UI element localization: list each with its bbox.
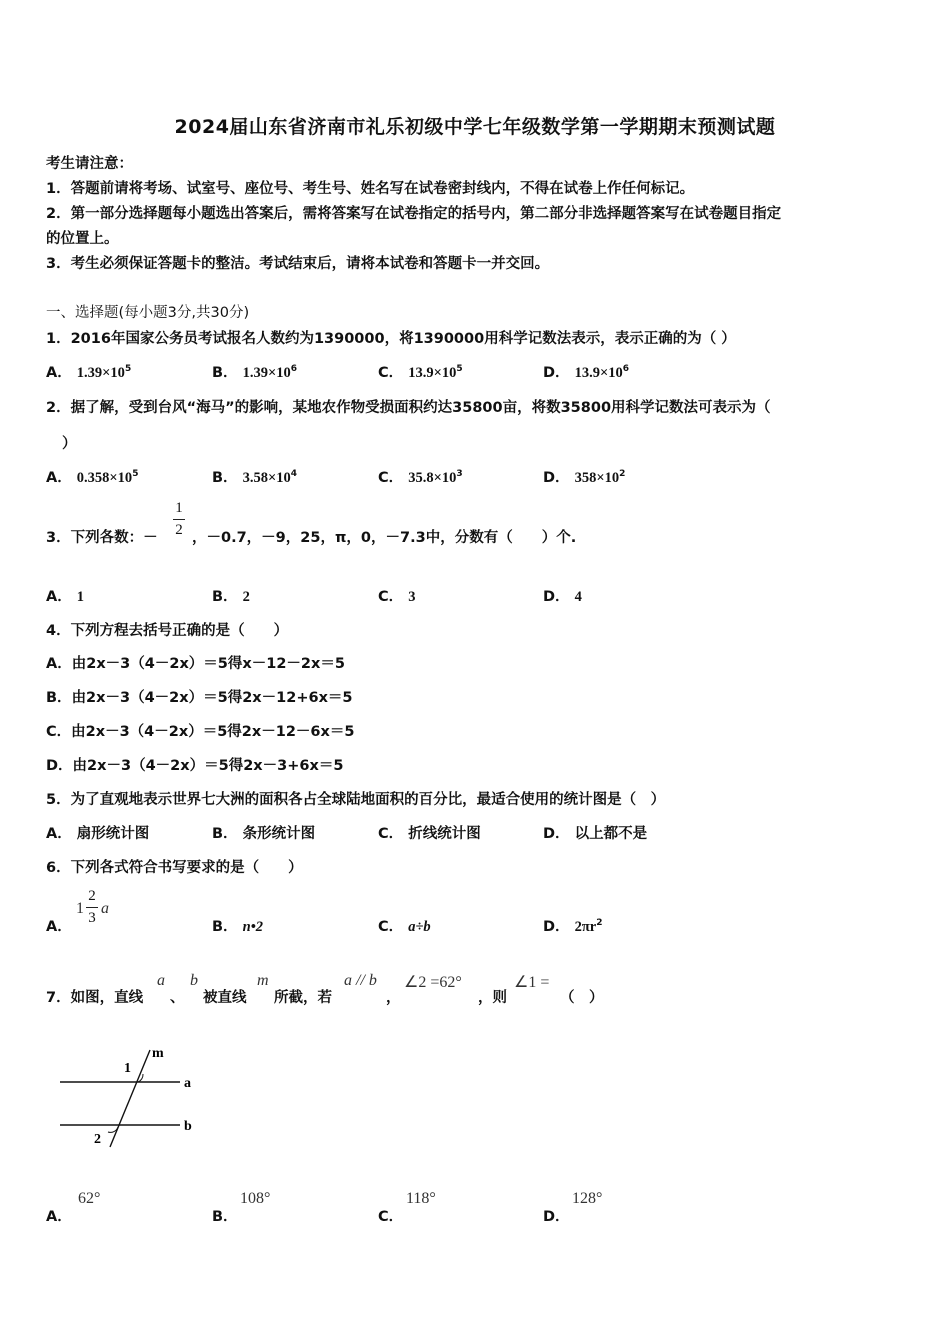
question-2-stem: 2．据了解，受到台风“海马”的影响，某地农作物受损面积约达35800亩，将数35800用科学记数法可表示为（ xyxy=(46,400,771,416)
q7-option-a-value: 62° xyxy=(78,1190,101,1207)
question-3-stem-pre: 3．下列各数：－ xyxy=(46,530,158,546)
figure-label-1: 1 xyxy=(124,1061,131,1076)
q7-condition-parallel: a // b xyxy=(344,972,377,989)
q7-option-a-label[interactable]: A． xyxy=(46,1209,72,1225)
question-7-stem-7: （ ） xyxy=(560,990,604,1006)
question-7-stem-2: 、 xyxy=(170,990,185,1006)
q7-option-c-label[interactable]: C． xyxy=(378,1209,404,1225)
question-4-stem: 4．下列方程去括号正确的是（ ） xyxy=(46,623,289,639)
q6-option-a-var: a xyxy=(101,900,109,917)
question-7-stem-1: 7．如图，直线 xyxy=(46,990,144,1006)
q7-option-d-label[interactable]: D． xyxy=(543,1209,570,1225)
q5-option-d[interactable]: D． 以上都不是 xyxy=(543,826,648,842)
q1-option-d[interactable]: D． $13.9\times 10^6$ xyxy=(543,364,630,381)
q7-option-d-value: 128° xyxy=(572,1190,603,1207)
figure-label-m: m xyxy=(152,1046,164,1061)
q7-condition-angle2: ∠2 =62° xyxy=(404,974,462,991)
q3-option-b[interactable]: B． 2 xyxy=(212,589,250,605)
q3-fraction: 1 2 xyxy=(171,500,187,539)
notice-heading: 考生请注意： xyxy=(46,156,133,172)
q5-option-a[interactable]: A． 扇形统计图 xyxy=(46,826,150,842)
q7-option-b-value: 108° xyxy=(240,1190,271,1207)
figure-label-a: a xyxy=(184,1076,191,1091)
q7-option-b-label[interactable]: B． xyxy=(212,1209,238,1225)
q5-option-c[interactable]: C． 折线统计图 xyxy=(378,826,481,842)
question-7-stem-4: 所截，若 xyxy=(274,990,332,1006)
question-1-stem: 1．2016年国家公务员考试报名人数约为1390000，将1390000用科学记数法表示，表示正确的为（ ） xyxy=(46,331,736,347)
section-heading: 一、选择题(每小题3分,共30分) xyxy=(46,305,250,321)
figure-label-b: b xyxy=(184,1119,192,1134)
page-title: 2024届山东省济南市礼乐初级中学七年级数学第一学期期末预测试题 xyxy=(174,116,776,138)
q3-option-a[interactable]: A． 1 xyxy=(46,589,85,605)
question-7-stem-6: ，则 xyxy=(478,990,507,1006)
q7-condition-angle1: ∠1 = xyxy=(514,974,550,991)
q1-option-c[interactable]: C． $13.9\times 10^5$ xyxy=(378,364,463,381)
notice-item-2-cont: 的位置上。 xyxy=(46,231,119,247)
question-7-stem-5: ， xyxy=(386,990,401,1006)
q6-option-a-fraction: 2 3 xyxy=(85,888,99,927)
q4-option-a[interactable]: A．由2x－3（4－2x）＝5得x－12－2x＝5 xyxy=(46,656,345,672)
q4-option-b[interactable]: B．由2x－3（4－2x）＝5得2x－12+6x＝5 xyxy=(46,690,353,706)
q3-option-c[interactable]: C． 3 xyxy=(378,589,416,605)
q4-option-d[interactable]: D．由2x－3（4－2x）＝5得2x－3+6x＝5 xyxy=(46,758,344,774)
q4-option-c[interactable]: C．由2x－3（4－2x）＝5得2x－12－6x＝5 xyxy=(46,724,355,740)
question-6-stem: 6．下列各式符合书写要求的是（ ） xyxy=(46,860,303,876)
q2-option-c[interactable]: C． $35.8\times 10^3$ xyxy=(378,469,463,486)
q3-option-d[interactable]: D． 4 xyxy=(543,589,582,605)
question-7-stem-3: 被直线 xyxy=(203,990,247,1006)
q6-option-a-whole: 1 xyxy=(76,900,84,917)
q6-option-b[interactable]: B． n•2 xyxy=(212,919,264,935)
question-5-stem: 5．为了直观地表示世界七大洲的面积各占全球陆地面积的百分比，最适合使用的统计图是（ ） xyxy=(46,792,666,808)
q1-option-b[interactable]: B． $1.39\times 10^6$ xyxy=(212,364,298,381)
figure-label-2: 2 xyxy=(94,1132,101,1147)
q6-option-c[interactable]: C． a÷b xyxy=(378,919,431,935)
question-2-stem-tail: ） xyxy=(62,436,77,452)
q1-option-a[interactable]: A． $1.39\times 10^5$ xyxy=(46,364,132,381)
notice-item-3: 3．考生必须保证答题卡的整洁。考试结束后，请将本试卷和答题卡一并交回。 xyxy=(46,256,550,272)
q7-option-c-value: 118° xyxy=(406,1190,436,1207)
q2-option-a[interactable]: A． $0.358\times 10^5$ xyxy=(46,469,139,486)
q2-option-b[interactable]: B． $3.58\times 10^4$ xyxy=(212,469,298,486)
q7-var-b: b xyxy=(190,972,198,989)
q6-option-a-label[interactable]: A． xyxy=(46,919,72,935)
q2-option-d[interactable]: D． $358\times 10^2$ xyxy=(543,469,626,486)
q6-option-d[interactable]: D． $2\pi r^2$ xyxy=(543,918,603,935)
q7-figure xyxy=(50,1035,270,1155)
notice-item-2: 2．第一部分选择题每小题选出答案后，需将答案写在试卷指定的括号内，第二部分非选择题答案写在试卷题目指定 xyxy=(46,206,782,222)
notice-item-1: 1．答题前请将考场、试室号、座位号、考生号、姓名写在试卷密封线内，不得在试卷上作任何标记。 xyxy=(46,181,695,197)
question-3-stem-post: ，－0.7，－9，25，π，0，－7.3中，分数有（ ）个. xyxy=(192,530,577,546)
q5-option-b[interactable]: B． 条形统计图 xyxy=(212,826,316,842)
q7-var-m: m xyxy=(257,972,269,989)
q7-var-a: a xyxy=(157,972,165,989)
